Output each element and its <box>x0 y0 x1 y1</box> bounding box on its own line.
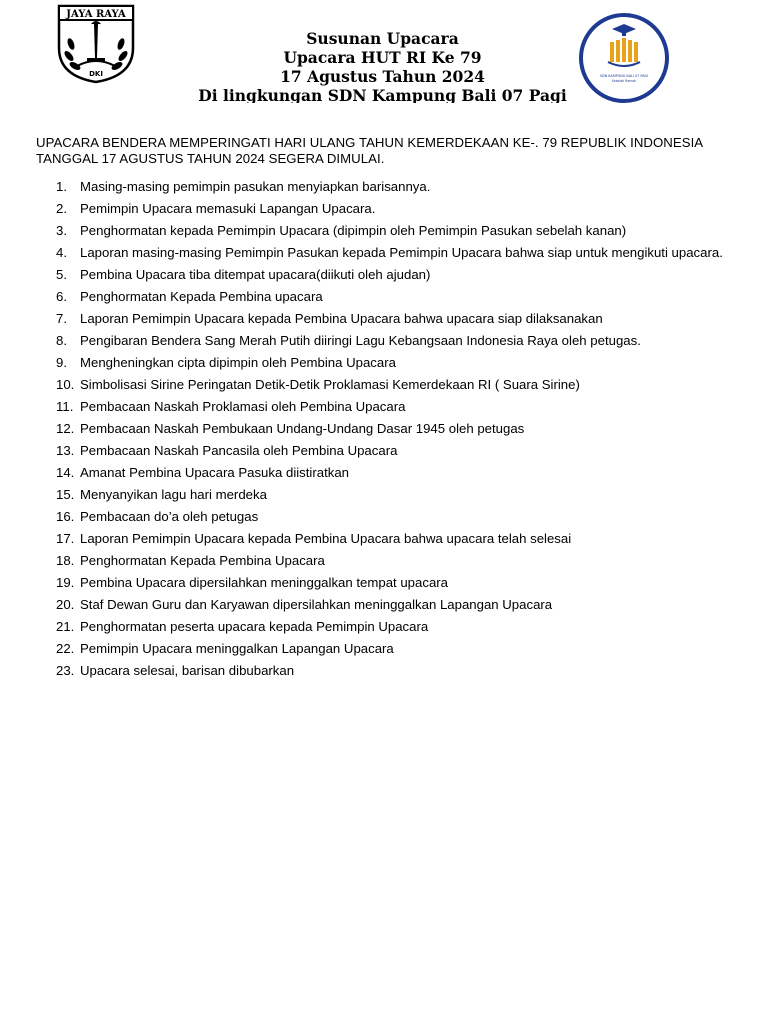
step-text: Penghormatan Kepada Pembina upacara <box>80 289 323 304</box>
step-number: 18. <box>56 553 75 568</box>
step-number: 20. <box>56 597 75 612</box>
step-number: 3. <box>56 223 67 238</box>
list-item <box>56 330 746 352</box>
list-item <box>56 352 746 374</box>
step-number: 4. <box>56 245 67 260</box>
step-text: Penghormatan kepada Pemimpin Upacara (dipimpin oleh Pemimpin Pasukan sebelah kanan) <box>80 223 627 238</box>
list-item <box>56 418 746 440</box>
step-text: Penghormatan peserta upacara kepada Pemimpin Upacara <box>80 619 429 634</box>
step-number: 12. <box>56 421 75 436</box>
ceremony-steps-list <box>56 176 746 682</box>
list-item <box>56 550 746 572</box>
step-text: Pembacaan Naskah Proklamasi oleh Pembina Upacara <box>80 399 406 414</box>
step-number: 6. <box>56 289 67 304</box>
step-number: 14. <box>56 465 75 480</box>
header-title: Susunan Upacara <box>306 29 459 48</box>
list-item <box>56 286 746 308</box>
header-date: 17 Agustus Tahun 2024 <box>280 67 485 86</box>
step-number: 8. <box>56 333 67 348</box>
step-number: 13. <box>56 443 75 458</box>
list-item <box>56 594 746 616</box>
intro-paragraph: UPACARA BENDERA MEMPERINGATI HARI ULANG TAHUN KEMERDEKAAN KE-. 79 REPUBLIK INDONESIA TANGGAL 17 AGUSTUS TAHUN 2024 SEGERA DIMULAI. <box>36 135 703 166</box>
list-item <box>56 616 746 638</box>
step-number: 19. <box>56 575 75 590</box>
list-item <box>56 528 746 550</box>
step-number: 2. <box>56 201 67 216</box>
step-text: Masing-masing pemimpin pasukan menyiapkan barisannya. <box>80 179 431 194</box>
jaya-raya-logo <box>53 4 139 84</box>
step-number: 9. <box>56 355 67 370</box>
list-item <box>56 242 746 264</box>
step-text: Pembina Upacara dipersilahkan meninggalkan tempat upacara <box>80 575 449 590</box>
list-item <box>56 396 746 418</box>
step-text: Staf Dewan Guru dan Karyawan dipersilahkan meninggalkan Lapangan Upacara <box>80 597 553 612</box>
list-item <box>56 638 746 660</box>
list-item <box>56 374 746 396</box>
step-number: 15. <box>56 487 75 502</box>
logo-right-sub: Sekolah Ramah <box>611 79 637 83</box>
step-text: Simbolisasi Sirine Peringatan Detik-Detik Proklamasi Kemerdekaan RI ( Suara Sirine) <box>80 377 580 392</box>
logo-left-text: JAYA RAYA <box>66 9 126 20</box>
list-item <box>56 308 746 330</box>
step-number: 1. <box>56 179 67 194</box>
step-text: Pengibaran Bendera Sang Merah Putih diiringi Lagu Kebangsaan Indonesia Raya oleh petugas. <box>80 333 641 348</box>
step-text: Laporan Pemimpin Upacara kepada Pembina Upacara bahwa upacara telah selesai <box>80 531 572 546</box>
header-location: Di lingkungan SDN Kampung Bali 07 Pagi <box>198 86 567 103</box>
step-text: Penghormatan Kepada Pembina Upacara <box>80 553 325 568</box>
logo-left-sub: DKI <box>89 70 103 78</box>
step-number: 5. <box>56 267 67 282</box>
step-text: Laporan masing-masing Pemimpin Pasukan kepada Pemimpin Upacara bahwa siap untuk mengikuti upacara. <box>80 245 723 260</box>
step-number: 17. <box>56 531 75 546</box>
list-item <box>56 198 746 220</box>
list-item <box>56 176 746 198</box>
step-text: Pembacaan Naskah Pancasila oleh Pembina Upacara <box>80 443 398 458</box>
step-text: Laporan Pemimpin Upacara kepada Pembina Upacara bahwa upacara siap dilaksanakan <box>80 311 603 326</box>
step-number: 23. <box>56 663 75 678</box>
step-text: Mengheningkan cipta dipimpin oleh Pembina Upacara <box>80 355 396 370</box>
step-number: 16. <box>56 509 75 524</box>
list-item <box>56 264 746 286</box>
step-text: Pembacaan do’a oleh petugas <box>80 509 259 524</box>
step-text: Pembacaan Naskah Pembukaan Undang-Undang Dasar 1945 oleh petugas <box>80 421 525 436</box>
step-text: Pemimpin Upacara meninggalkan Lapangan Upacara <box>80 641 394 656</box>
step-text: Upacara selesai, barisan dibubarkan <box>80 663 295 678</box>
step-text: Menyanyikan lagu hari merdeka <box>80 487 267 502</box>
list-item <box>56 462 746 484</box>
step-text: Amanat Pembina Upacara Pasuka diistiratkan <box>80 465 350 480</box>
step-text: Pembina Upacara tiba ditempat upacara(diikuti oleh ajudan) <box>80 267 431 282</box>
step-number: 7. <box>56 311 67 326</box>
list-item <box>56 440 746 462</box>
list-item <box>56 506 746 528</box>
header-event: Upacara HUT RI Ke 79 <box>283 48 482 67</box>
list-item <box>56 572 746 594</box>
document-header <box>140 29 625 105</box>
step-number: 22. <box>56 641 75 656</box>
list-item <box>56 484 746 506</box>
step-number: 10. <box>56 377 75 392</box>
step-number: 11. <box>56 399 74 414</box>
list-item <box>56 660 746 682</box>
step-text: Pemimpin Upacara memasuki Lapangan Upacara. <box>80 201 376 216</box>
step-number: 21. <box>56 619 75 634</box>
logo-right-text: SDN KAMPUNG BALI 07 PAGI <box>599 74 649 78</box>
list-item <box>56 220 746 242</box>
